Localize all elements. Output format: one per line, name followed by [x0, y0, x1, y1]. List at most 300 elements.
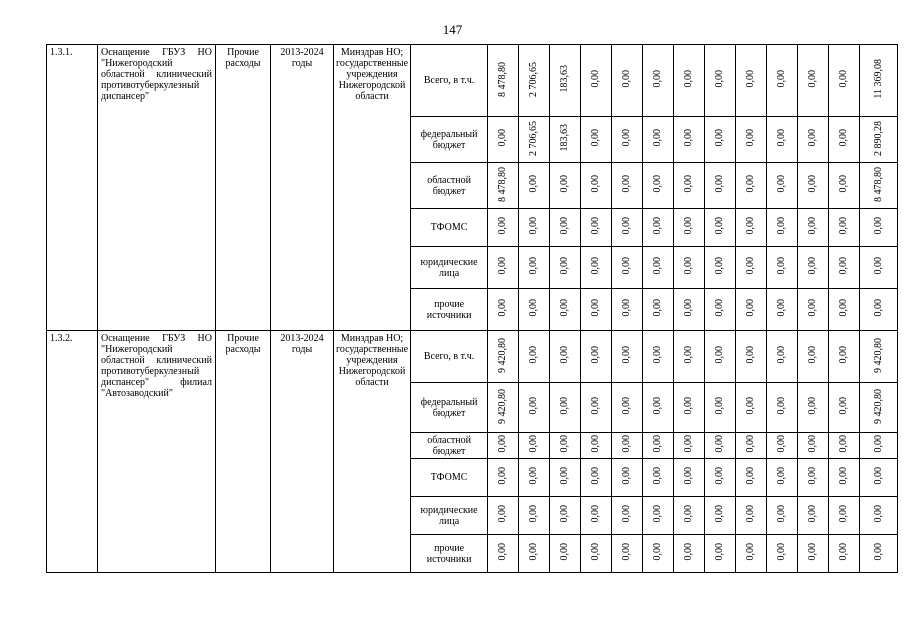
value-text: 0,00: [872, 435, 884, 453]
value-text: 0,00: [714, 299, 726, 317]
value-cell: [860, 163, 898, 209]
value-text: 0,00: [745, 543, 757, 561]
value-cell: [550, 459, 581, 497]
value-cell: [581, 247, 612, 289]
value-text: 0,00: [745, 299, 757, 317]
value-cell: [612, 163, 643, 209]
value-cell: [488, 289, 519, 331]
value-cell: [519, 117, 550, 163]
value-cell: [829, 45, 860, 117]
value-cell: [736, 331, 767, 383]
value-cell: [612, 331, 643, 383]
value-cell: [581, 289, 612, 331]
value-cell: [519, 45, 550, 117]
value-text: 0,00: [776, 467, 788, 485]
value-text: 8 478,80: [497, 166, 509, 202]
value-cell: [829, 433, 860, 459]
value-text: 2 706,65: [528, 61, 540, 97]
value-cell: [674, 209, 705, 247]
value-text: 183,63: [559, 65, 571, 93]
value-cell: [674, 289, 705, 331]
value-text: 0,00: [652, 257, 664, 275]
value-cell: [860, 459, 898, 497]
value-cell: [550, 45, 581, 117]
value-text: 0,00: [652, 217, 664, 235]
value-text: 0,00: [559, 397, 571, 415]
value-cell: [581, 433, 612, 459]
value-cell: [829, 383, 860, 433]
value-text: 0,00: [652, 467, 664, 485]
value-text: 0,00: [590, 217, 602, 235]
value-text: 0,00: [559, 175, 571, 193]
value-cell: [674, 117, 705, 163]
value-cell: [705, 331, 736, 383]
value-cell: [488, 433, 519, 459]
source-row: [47, 45, 898, 117]
value-text: 0,00: [590, 257, 602, 275]
value-text: 0,00: [872, 299, 884, 317]
value-cell: [581, 497, 612, 535]
value-text: 0,00: [528, 467, 540, 485]
value-cell: [674, 459, 705, 497]
value-text: 0,00: [590, 70, 602, 88]
value-text: 0,00: [621, 175, 633, 193]
value-text: 0,00: [714, 505, 726, 523]
value-text: 0,00: [497, 505, 509, 523]
funding-source-label: федеральный бюджет: [411, 383, 488, 433]
value-text: 0,00: [714, 257, 726, 275]
value-text: 0,00: [621, 217, 633, 235]
implementation-period: 2013-2024 годы: [271, 45, 334, 331]
value-cell: [736, 289, 767, 331]
value-cell: [705, 163, 736, 209]
value-cell: [550, 535, 581, 573]
value-cell: [798, 247, 829, 289]
value-cell: [643, 331, 674, 383]
funding-source-label: областной бюджет: [411, 163, 488, 209]
value-cell: [581, 209, 612, 247]
value-cell: [798, 209, 829, 247]
executor: Минздрав НО; государственные учреждения Нижегородской области: [334, 45, 411, 331]
value-text: 0,00: [559, 299, 571, 317]
value-text: 0,00: [497, 435, 509, 453]
value-cell: [488, 383, 519, 433]
value-text: 9 420,80: [497, 388, 509, 424]
value-text: 0,00: [807, 543, 819, 561]
value-text: 0,00: [714, 467, 726, 485]
value-text: 0,00: [652, 129, 664, 147]
value-text: 0,00: [776, 435, 788, 453]
value-cell: [612, 535, 643, 573]
value-cell: [767, 535, 798, 573]
value-cell: [860, 331, 898, 383]
value-text: 0,00: [872, 467, 884, 485]
value-text: 0,00: [745, 435, 757, 453]
value-cell: [643, 459, 674, 497]
value-text: 0,00: [652, 543, 664, 561]
value-cell: [705, 45, 736, 117]
value-cell: [674, 433, 705, 459]
value-text: 0,00: [621, 257, 633, 275]
expense-category: Прочие расходы: [216, 45, 271, 331]
value-cell: [550, 497, 581, 535]
value-cell: [829, 331, 860, 383]
value-text: 0,00: [776, 129, 788, 147]
value-text: 0,00: [807, 129, 819, 147]
value-cell: [860, 497, 898, 535]
value-text: 0,00: [497, 543, 509, 561]
value-cell: [860, 535, 898, 573]
value-text: 0,00: [745, 397, 757, 415]
value-text: 0,00: [838, 435, 850, 453]
value-text: 0,00: [528, 543, 540, 561]
value-cell: [829, 247, 860, 289]
funding-source-label: ТФОМС: [411, 459, 488, 497]
value-cell: [705, 459, 736, 497]
value-cell: [736, 117, 767, 163]
value-cell: [519, 459, 550, 497]
value-text: 0,00: [683, 70, 695, 88]
item-number: 1.3.1.: [47, 45, 98, 331]
implementation-period: 2013-2024 годы: [271, 331, 334, 573]
value-cell: [488, 117, 519, 163]
funding-source-label: юридические лица: [411, 497, 488, 535]
value-cell: [767, 383, 798, 433]
value-text: 0,00: [590, 299, 602, 317]
value-cell: [860, 117, 898, 163]
value-cell: [674, 45, 705, 117]
value-cell: [643, 247, 674, 289]
value-text: 0,00: [745, 505, 757, 523]
value-text: 0,00: [683, 543, 695, 561]
value-cell: [581, 163, 612, 209]
value-text: 0,00: [683, 346, 695, 364]
value-cell: [612, 45, 643, 117]
value-cell: [829, 535, 860, 573]
value-text: 2 706,65: [528, 120, 540, 156]
value-cell: [736, 459, 767, 497]
value-text: 0,00: [807, 70, 819, 88]
value-text: 0,00: [683, 397, 695, 415]
value-text: 0,00: [807, 257, 819, 275]
value-text: 0,00: [745, 346, 757, 364]
value-cell: [612, 433, 643, 459]
value-text: 0,00: [683, 299, 695, 317]
value-cell: [550, 247, 581, 289]
value-text: 0,00: [683, 217, 695, 235]
value-text: 0,00: [745, 175, 757, 193]
value-text: 0,00: [838, 129, 850, 147]
value-text: 0,00: [683, 435, 695, 453]
value-cell: [550, 117, 581, 163]
value-text: 0,00: [714, 543, 726, 561]
funding-source-label: юридические лица: [411, 247, 488, 289]
value-cell: [519, 497, 550, 535]
value-cell: [705, 209, 736, 247]
expense-category: Прочие расходы: [216, 331, 271, 573]
value-text: 0,00: [807, 505, 819, 523]
value-text: 0,00: [776, 346, 788, 364]
value-text: 0,00: [559, 257, 571, 275]
value-text: 0,00: [838, 397, 850, 415]
value-cell: [705, 433, 736, 459]
funding-source-label: федеральный бюджет: [411, 117, 488, 163]
value-text: 0,00: [838, 299, 850, 317]
value-text: 2 890,28: [872, 120, 884, 156]
value-text: 0,00: [745, 217, 757, 235]
item-name: Оснащение ГБУЗ НО "Нижегородский областной клинический противотуберкулезный диспансер" филиал "Автозаводский": [98, 331, 216, 573]
value-text: 0,00: [621, 467, 633, 485]
value-text: 0,00: [497, 129, 509, 147]
funding-source-label: прочие источники: [411, 289, 488, 331]
value-cell: [519, 247, 550, 289]
value-cell: [767, 497, 798, 535]
value-cell: [705, 247, 736, 289]
value-cell: [829, 209, 860, 247]
source-row: [47, 331, 898, 383]
value-text: 0,00: [714, 346, 726, 364]
value-cell: [767, 247, 798, 289]
value-cell: [581, 331, 612, 383]
value-cell: [550, 433, 581, 459]
value-cell: [705, 535, 736, 573]
value-text: 0,00: [559, 435, 571, 453]
value-text: 0,00: [683, 175, 695, 193]
value-cell: [581, 45, 612, 117]
value-text: 0,00: [590, 467, 602, 485]
value-text: 0,00: [621, 346, 633, 364]
value-cell: [488, 459, 519, 497]
value-cell: [767, 459, 798, 497]
value-cell: [829, 289, 860, 331]
value-text: 0,00: [714, 70, 726, 88]
value-text: 0,00: [776, 299, 788, 317]
value-text: 0,00: [590, 397, 602, 415]
value-cell: [643, 433, 674, 459]
value-cell: [643, 497, 674, 535]
value-text: 0,00: [838, 505, 850, 523]
value-cell: [643, 163, 674, 209]
value-cell: [798, 331, 829, 383]
page-number: 147: [442, 22, 463, 37]
value-cell: [488, 209, 519, 247]
value-text: 0,00: [714, 397, 726, 415]
value-cell: [488, 331, 519, 383]
value-cell: [674, 331, 705, 383]
value-text: 8 478,80: [497, 61, 509, 97]
value-cell: [674, 383, 705, 433]
value-cell: [550, 289, 581, 331]
value-text: 0,00: [590, 175, 602, 193]
value-text: 0,00: [838, 257, 850, 275]
executor: Минздрав НО; государственные учреждения Нижегородской области: [334, 331, 411, 573]
value-text: 8 478,80: [872, 166, 884, 202]
value-text: 0,00: [652, 505, 664, 523]
value-cell: [612, 247, 643, 289]
value-text: 0,00: [528, 505, 540, 523]
value-cell: [798, 459, 829, 497]
value-cell: [550, 163, 581, 209]
value-text: 0,00: [714, 175, 726, 193]
value-cell: [519, 433, 550, 459]
value-text: 0,00: [497, 299, 509, 317]
value-cell: [581, 383, 612, 433]
value-cell: [488, 163, 519, 209]
value-cell: [643, 535, 674, 573]
value-text: 0,00: [776, 70, 788, 88]
value-cell: [612, 209, 643, 247]
value-text: 0,00: [528, 217, 540, 235]
value-cell: [798, 117, 829, 163]
value-text: 0,00: [652, 70, 664, 88]
value-text: 0,00: [807, 175, 819, 193]
value-cell: [550, 383, 581, 433]
value-text: 0,00: [776, 397, 788, 415]
value-cell: [612, 117, 643, 163]
value-text: 9 420,80: [497, 337, 509, 373]
value-cell: [674, 247, 705, 289]
item-number: 1.3.2.: [47, 331, 98, 573]
value-text: 0,00: [590, 505, 602, 523]
value-text: 0,00: [621, 129, 633, 147]
value-text: 0,00: [559, 346, 571, 364]
value-cell: [550, 331, 581, 383]
value-cell: [798, 433, 829, 459]
value-text: 0,00: [528, 257, 540, 275]
value-cell: [674, 497, 705, 535]
value-text: 0,00: [683, 505, 695, 523]
value-text: 0,00: [652, 346, 664, 364]
value-cell: [612, 383, 643, 433]
value-text: 0,00: [528, 299, 540, 317]
value-text: 0,00: [776, 175, 788, 193]
value-cell: [798, 45, 829, 117]
value-text: 0,00: [528, 397, 540, 415]
value-text: 0,00: [714, 435, 726, 453]
value-text: 0,00: [497, 467, 509, 485]
program-table: [46, 44, 898, 573]
value-text: 0,00: [838, 467, 850, 485]
value-cell: [767, 433, 798, 459]
value-text: 0,00: [621, 505, 633, 523]
value-text: 0,00: [559, 217, 571, 235]
value-text: 0,00: [590, 129, 602, 147]
value-cell: [705, 497, 736, 535]
funding-source-label: ТФОМС: [411, 209, 488, 247]
value-cell: [829, 459, 860, 497]
funding-source-label: Всего, в т.ч.: [411, 331, 488, 383]
value-text: 0,00: [807, 467, 819, 485]
value-text: 11 369,08: [872, 59, 884, 99]
value-text: 0,00: [528, 435, 540, 453]
value-cell: [736, 45, 767, 117]
value-cell: [767, 117, 798, 163]
value-cell: [643, 117, 674, 163]
value-cell: [488, 247, 519, 289]
funding-source-label: Всего, в т.ч.: [411, 45, 488, 117]
value-text: 0,00: [745, 70, 757, 88]
value-cell: [767, 45, 798, 117]
value-text: 0,00: [621, 435, 633, 453]
value-text: 0,00: [528, 346, 540, 364]
value-text: 183,63: [559, 124, 571, 152]
value-cell: [705, 117, 736, 163]
value-text: 0,00: [838, 346, 850, 364]
value-text: 0,00: [528, 175, 540, 193]
value-cell: [674, 535, 705, 573]
value-text: 0,00: [590, 543, 602, 561]
value-text: 0,00: [621, 70, 633, 88]
value-text: 0,00: [621, 397, 633, 415]
value-text: 0,00: [776, 217, 788, 235]
value-cell: [829, 497, 860, 535]
value-text: 0,00: [621, 299, 633, 317]
value-text: 0,00: [745, 467, 757, 485]
value-cell: [643, 383, 674, 433]
value-cell: [860, 433, 898, 459]
value-cell: [860, 209, 898, 247]
value-cell: [860, 247, 898, 289]
funding-source-label: областной бюджет: [411, 433, 488, 459]
value-text: 0,00: [497, 217, 509, 235]
value-cell: [519, 383, 550, 433]
value-cell: [798, 535, 829, 573]
value-text: 0,00: [559, 543, 571, 561]
value-cell: [488, 535, 519, 573]
value-text: 0,00: [497, 257, 509, 275]
value-cell: [674, 163, 705, 209]
value-cell: [705, 289, 736, 331]
value-cell: [519, 163, 550, 209]
value-text: 0,00: [652, 435, 664, 453]
value-cell: [798, 383, 829, 433]
value-cell: [488, 45, 519, 117]
value-cell: [736, 383, 767, 433]
value-text: 0,00: [683, 129, 695, 147]
value-cell: [798, 163, 829, 209]
value-cell: [519, 535, 550, 573]
value-cell: [519, 209, 550, 247]
value-cell: [767, 163, 798, 209]
value-text: 0,00: [590, 346, 602, 364]
value-text: 0,00: [559, 467, 571, 485]
value-text: 0,00: [872, 217, 884, 235]
value-text: 0,00: [807, 346, 819, 364]
value-cell: [829, 163, 860, 209]
value-cell: [736, 497, 767, 535]
value-cell: [798, 289, 829, 331]
value-text: 0,00: [559, 505, 571, 523]
value-text: 0,00: [683, 467, 695, 485]
value-text: 9 420,80: [872, 388, 884, 424]
value-text: 0,00: [776, 505, 788, 523]
value-cell: [612, 497, 643, 535]
value-cell: [519, 331, 550, 383]
value-text: 0,00: [838, 217, 850, 235]
value-cell: [860, 289, 898, 331]
value-cell: [581, 535, 612, 573]
value-text: 0,00: [652, 175, 664, 193]
item-name: Оснащение ГБУЗ НО "Нижегородский областной клинический противотуберкулезный диспансер": [98, 45, 216, 331]
value-cell: [705, 383, 736, 433]
value-cell: [612, 459, 643, 497]
value-text: 0,00: [807, 299, 819, 317]
value-text: 0,00: [683, 257, 695, 275]
value-cell: [860, 383, 898, 433]
value-cell: [736, 535, 767, 573]
value-cell: [643, 289, 674, 331]
value-cell: [643, 209, 674, 247]
